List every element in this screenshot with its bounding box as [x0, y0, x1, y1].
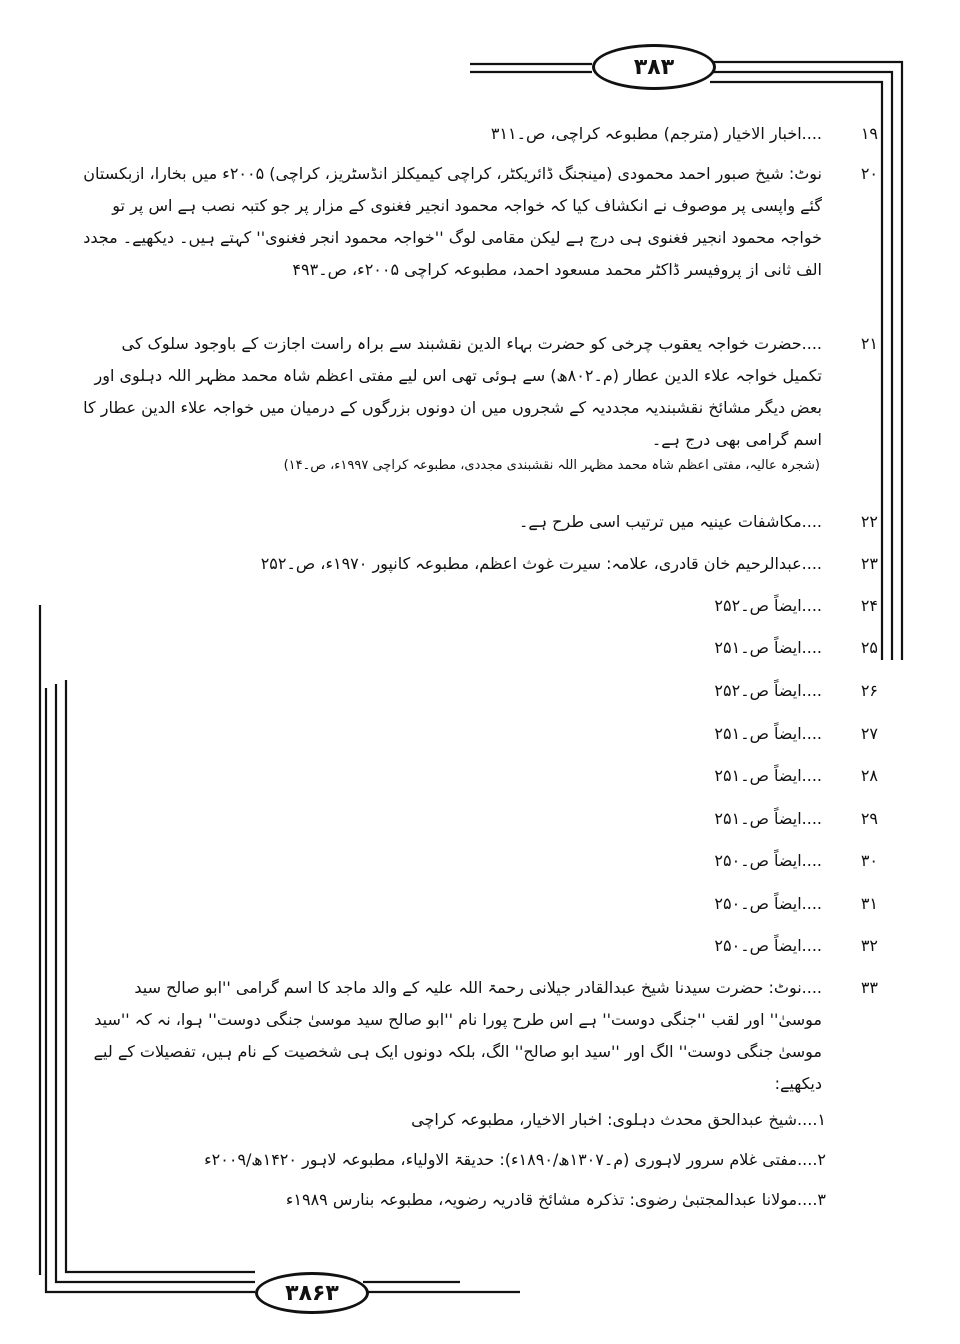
- footnote-text: ....ایضاً ص۔۲۵۱: [714, 766, 822, 785]
- footnote-number: ۲۵: [860, 638, 878, 657]
- footnote-33-reference-2: ۲....مفتی غلام سرور لاہوری (م۔۱۳۰۷ھ/۱۸۹۰ء): حدیقۃ الاولیاء، مطبوعہ لاہور ۱۴۲۰ھ/۲۰۰۹ء: [204, 1150, 826, 1169]
- footnote-33-reference-3: ۳....مولانا عبدالمجتبیٰ رضوی: تذکرہ مشائخ قادریہ رضویہ، مطبوعہ بنارس ۱۹۸۹ء: [285, 1190, 826, 1209]
- footnote-text: نوٹ: شیخ صبور احمد محمودی (مینجنگ ڈائریکٹر، کراچی کیمیکلز انڈسٹریز، کراچی) ۲۰۰۵ء میں بخارا، ازبکستان گئے واپسی پر موصوف نے انکشاف کیا کہ خواجہ محمود انجیر فغنوی کے مزار پر جو کتبہ نصب ہے اس پر تو خواجہ محمود انجیر فغنوی ہی درج ہے لیکن مقامی لوگ ''خواجہ محمود انجر فغنوی'' کہتے ہیں۔ دیکھیے۔ مجدد الف ثانی از پروفیسر ڈاکٹر محمد مسعود احمد، مطبوعہ کراچی ۲۰۰۵ء، ص۔۴۹۳: [83, 164, 822, 279]
- footnote-text: ....نوٹ: حضرت سیدنا شیخ عبدالقادر جیلانی رحمۃ اللہ علیہ کے والد ماجد کا اسم گرامی ''ابو صالح سید موسیٰ'' اور لقب ''جنگی دوست'' ہے اس طرح پورا نام ''ابو صالح سید موسیٰ جنگی دوست'' ہوا، نہ کہ ''سید موسیٰ جنگی دوست'' الگ اور ''سید ابو صالح'' الگ، بلکہ دونوں ایک ہی شخصیت کے نام ہیں، تفصیلات کے لیے دیکھیے:: [93, 978, 822, 1093]
- footnote-number: ۳۳: [860, 978, 878, 997]
- footnote-number: ۲۴: [860, 596, 878, 615]
- footnote-text: ....اخبار الاخیار (مترجم) مطبوعہ کراچی، ص۔۳۱۱: [490, 124, 822, 143]
- footnote-29: [300, 803, 878, 835]
- footnote-30: [300, 845, 878, 877]
- footnote-number: ۲۱: [860, 334, 878, 353]
- footnote-text: ....مکاشفات عینیہ میں ترتیب اسی طرح ہے۔: [518, 512, 822, 531]
- footnote-27: [300, 718, 878, 750]
- footnote-text: ....ایضاً ص۔۲۵۲: [714, 596, 822, 615]
- footnote-28: [300, 760, 878, 792]
- footnote-25: [300, 632, 878, 664]
- footnote-number: ۳۰: [860, 851, 878, 870]
- footnote-number: ۳۱: [860, 894, 878, 913]
- page-number-bottom: ۳۸۶۳: [255, 1272, 369, 1314]
- footnote-33-reference-1: ۱....شیخ عبدالحق محدث دہلوی: اخبار الاخیار، مطبوعہ کراچی: [411, 1110, 826, 1129]
- footnote-text: ....ایضاً ص۔۲۵۰: [714, 936, 822, 955]
- footnote-number: ۲۷: [860, 724, 878, 743]
- footnote-26: [300, 675, 878, 707]
- footnote-text: ....ایضاً ص۔۲۵۰: [714, 851, 822, 870]
- footnote-number: ۲۲: [860, 512, 878, 531]
- footnote-text: ....ایضاً ص۔۲۵۱: [714, 724, 822, 743]
- footnote-24: [300, 590, 878, 622]
- footnote-text: ....حضرت خواجہ یعقوب چرخی کو حضرت بہاء الدین نقشبند سے براہ راست اجازت کے باوجود سلوک کی تکمیل خواجہ علاء الدین عطار (م۔۸۰۲ھ) سے ہوئی تھی اس لیے مفتی اعظم شاہ محمد مظہر اللہ دہلوی اور بعض دیگر مشائخ نقشبندیہ مجددیہ کے شجروں میں ان دونوں بزرگوں کے درمیان میں خواجہ علاء الدین عطار کا اسم گرامی بھی درج ہے۔: [83, 334, 822, 449]
- footnote-number: ۲۸: [860, 766, 878, 785]
- footnote-number: ۲۳: [860, 554, 878, 573]
- footnote-text: ....ایضاً ص۔۲۵۱: [714, 638, 822, 657]
- footnote-text: ....عبدالرحیم خان قادری، علامہ: سیرت غوث اعظم، مطبوعہ کانپور ۱۹۷۰ء، ص۔۲۵۲: [260, 554, 822, 573]
- footnote-number: ۱۹: [860, 124, 878, 143]
- footnote-33: [78, 972, 878, 1100]
- footnote-text: ....ایضاً ص۔۲۵۲: [714, 681, 822, 700]
- footnote-21-reference: (شجرہ عالیہ، مفتی اعظم شاہ محمد مظہر اللہ نقشبندی مجددی، مطبوعہ کراچی ۱۹۹۷ء، ص۔۱۴): [283, 458, 820, 473]
- footnote-32: [300, 930, 878, 962]
- footnote-number: ۲۶: [860, 681, 878, 700]
- footnote-19: [78, 118, 878, 150]
- footnote-number: ۳۲: [860, 936, 878, 955]
- page-number-top: ۳۸۳: [592, 44, 716, 90]
- footnote-text: ....ایضاً ص۔۲۵۰: [714, 894, 822, 913]
- footnote-text: ....ایضاً ص۔۲۵۱: [714, 809, 822, 828]
- footnote-number: ۲۰: [860, 164, 878, 183]
- footnote-23: [78, 548, 878, 580]
- footnote-number: ۲۹: [860, 809, 878, 828]
- footnote-31: [300, 888, 878, 920]
- footnote-22: [78, 506, 878, 538]
- footnote-20: [78, 158, 878, 286]
- footnote-21: [78, 328, 878, 456]
